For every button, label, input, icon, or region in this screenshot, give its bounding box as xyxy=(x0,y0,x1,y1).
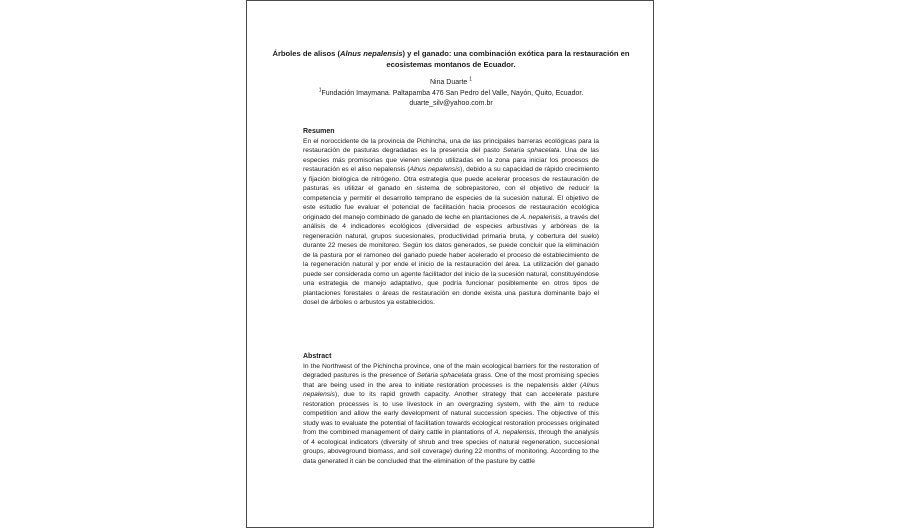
document-page xyxy=(246,0,654,528)
resumen-text: , a través del análisis de 4 indicadores ecológicos (diversidad de especies arbustivas y arbóreas de la regeneración natural, grupos sucesionales, productividad primaria bruta, y cobertura del suelo) durante 22 meses de monitoreo. Según los datos generados, se puede concluir que la eliminación de la pastura por el ramoneo del ganado puede haber acelerado el proceso de establecimiento de la regeneración natural y por ende el inicio de la restauración del área. La utilización del ganado puede ser considerada como un agente facilitador del inicio de la sucesión natural, constituyéndose una estrategia de manejo adaptativo, que podría funcionar posiblemente en otros tipos de plantaciones forestales o áreas de restauración en donde exista una pastura dominante bajo el dosel de árboles o arbustos ya establecidos. xyxy=(303,213,599,306)
author-line xyxy=(267,78,635,89)
affiliation-superscript: 1 xyxy=(318,87,322,94)
author-superscript: 1 xyxy=(469,76,473,83)
author-email: duarte_silv@yahoo.com.br xyxy=(409,100,493,107)
abstract-species-name: Alnus nepalensis xyxy=(303,381,599,398)
abstract-heading: Abstract xyxy=(303,353,332,360)
affiliation-text: Fundación Imaymana. Paltapamba 476 San Pedro del Valle, Nayón, Quito, Ecuador. xyxy=(321,89,584,97)
resumen-species-name: Setaria sphacelata xyxy=(502,147,560,154)
author-block xyxy=(267,78,635,110)
abstract-text: In the Northwest of the Pichincha province, one of the main ecological barriers for the restoration of degraded pastures is the presence of xyxy=(303,362,599,379)
author-name: Nina Duarte xyxy=(429,79,468,86)
resumen-species-name: Alnus nepalensis xyxy=(409,166,461,173)
affiliation-line xyxy=(267,89,635,100)
resumen-section xyxy=(303,127,599,308)
abstract-species-name: Setaria sphacelata xyxy=(416,372,473,379)
paper-title xyxy=(267,48,635,70)
abstract-text: grass. One of the most promising species that are being used in the area to initiate restoration processes is the nepalensis alder ( xyxy=(303,372,599,389)
abstract-text: ), due to its rapid growth capacity. Another strategy that can accelerate pasture restoration processes is to use livestock in an overgrazing system, with the aim to reduce competition and allow the early development of natural succession species. The objective of this study was to evaluate the potential of facilitation towards ecological restoration processes originated from the combined management of dairy cattle in plantations of xyxy=(303,391,599,436)
abstract-text: , through the analysis of 4 ecological indicators (diversity of shrub and tree species of natural regeneration, succesional groups, aboveground biomass, and soil coverage) during 22 months of monitoring. According to the data generated it can be concluded that the elimination of the pasture by cattle xyxy=(303,429,600,465)
abstract-section xyxy=(303,352,599,466)
resumen-body xyxy=(303,137,599,308)
resumen-species-name: A. nepalensis xyxy=(520,213,561,221)
abstract-species-name: A. nepalensis xyxy=(494,429,535,436)
title-text-continued: ) y el ganado: una combinación exótica para la restauración en ecosistemas montanos de Ecuador. xyxy=(386,49,630,69)
resumen-heading: Resumen xyxy=(303,128,335,135)
resumen-text: . Una de las especies más promisorias que vienen siendo utilizadas en la zona para iniciar los procesos de restauración es el aliso nepalensis ( xyxy=(303,147,600,173)
title-text: Árboles de alisos ( xyxy=(272,49,340,58)
resumen-text: En el noroccidente de la provincia de Pichincha, una de las principales barreras ecológicas para la restauración de pasturas degradadas es la presencia del pasto xyxy=(303,137,599,154)
abstract-body xyxy=(303,362,599,467)
title-species-name: Alnus nepalensis xyxy=(340,49,403,58)
resumen-text: ), debido a su capacidad de rápido crecimiento y fijación biológica de nitrógeno. Otra estrategia que puede acelerar procesos de restauración de pasturas es utilizar el ganado en sistema de sobrepastoreo, con el objetivo de reducir la competencia y permitir el desarrollo temprano de especies de la sucesión natural. El objetivo de este estudio fue evaluar el potencial de facilitación hacia procesos de restauración ecológica originado del manejo combinado de ganado de leche en plantaciones de xyxy=(303,166,599,221)
